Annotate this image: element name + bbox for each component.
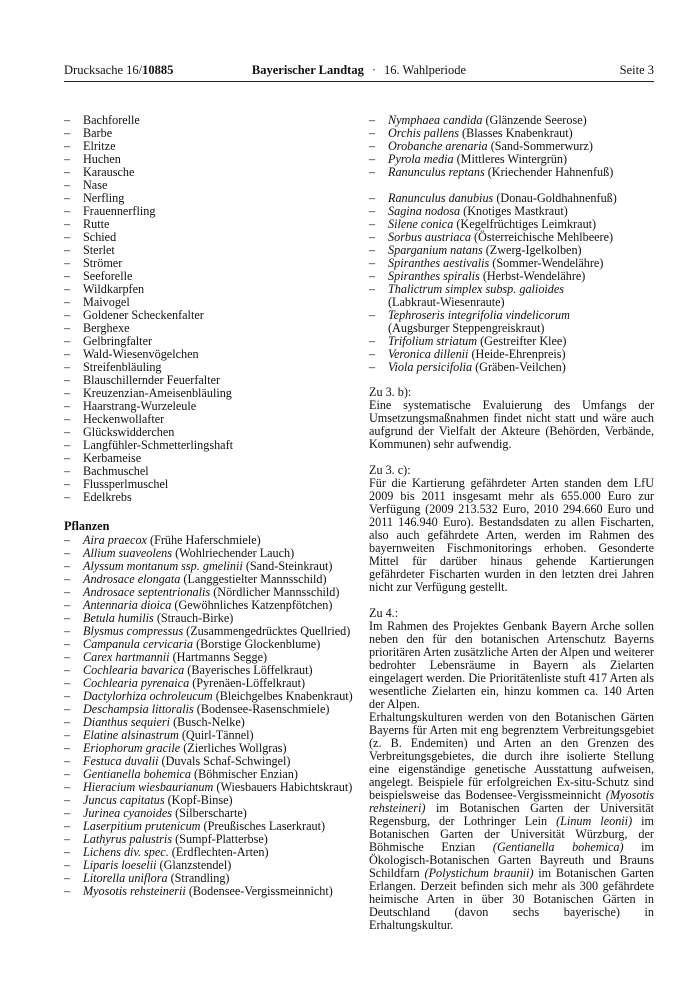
species-common-name: (Kegelfrüchtiges Leimkraut) xyxy=(456,217,597,231)
species-latin-name: Ranunculus danubius xyxy=(388,191,494,205)
species-common-name: (Wiesbauers Habichtskraut) xyxy=(216,780,353,794)
plant-list-right-c xyxy=(369,335,654,374)
species-latin-name: Carex hartmannii xyxy=(83,650,170,664)
list-item: – Strömer xyxy=(64,257,354,270)
species-latin-name: Silene conica xyxy=(388,217,454,231)
list-item xyxy=(369,283,654,309)
list-item xyxy=(369,166,654,179)
list-item: – Kerbameise xyxy=(64,452,354,465)
species-common-name: (Duvals Schaf-Schwingel) xyxy=(161,754,291,768)
species-latin-name: Lichens div. spec. xyxy=(83,845,169,859)
species-latin-name: Aira praecox xyxy=(83,533,147,547)
list-item: – Seeforelle xyxy=(64,270,354,283)
species-latin-name: Tephroseris integrifolia vindelicorum xyxy=(388,308,570,322)
species-common-name: (Silberscharte) xyxy=(175,806,247,820)
species-common-name: (Quirl-Tännel) xyxy=(181,728,254,742)
species-latin-name: Androsace septentrionalis xyxy=(83,585,211,599)
section-4-heading: Zu 4.: xyxy=(369,606,399,620)
species-latin-name: Campanula cervicaria xyxy=(83,637,194,651)
list-item: – Nerfling xyxy=(64,192,354,205)
species-common-name: (Glänzende Seerose) xyxy=(485,113,587,127)
s4-text-e: im Botanischen Garten Erlangen. Derzeit befinden sich mehr als 300 gefährdete heimische Arten in über 30 Botanischen Gärten in Deutschland (davon sechs bayerische) in Erhaltungskultur. xyxy=(369,866,654,932)
species-latin-name: Orobanche arenaria xyxy=(388,139,488,153)
document-number-value: 10885 xyxy=(142,63,174,77)
species-common-name: (Kopf-Binse) xyxy=(167,793,233,807)
species-latin-name: Antennaria dioica xyxy=(83,598,172,612)
list-item: – Haarstrang-Wurzeleule xyxy=(64,400,354,413)
species-latin-name: Nymphaea candida xyxy=(388,113,483,127)
species-latin-name: Eriophorum gracile xyxy=(83,741,181,755)
species-common-name: (Borstige Glockenblume) xyxy=(196,637,321,651)
document-prefix: Drucksache 16/ xyxy=(64,63,143,77)
species-latin-name: Sparganium natans xyxy=(388,243,483,257)
species-common-name: (Gräben-Veilchen) xyxy=(475,360,566,374)
species-common-name: (Sand-Sommerwurz) xyxy=(490,139,593,153)
species-common-name: (Wohlriechender Lauch) xyxy=(175,546,295,560)
species-common-name: (Augsburger Steppengreiskraut) xyxy=(388,321,545,335)
list-item: – Streifenbläuling xyxy=(64,361,354,374)
species-common-name: (Hartmanns Segge) xyxy=(172,650,268,664)
species-latin-name: Sagina nodosa xyxy=(388,204,461,218)
species-common-name: (Zierliches Wollgras) xyxy=(183,741,287,755)
species-common-name: (Kriechender Hahnenfuß) xyxy=(487,165,614,179)
species-latin-name: Blysmus compressus xyxy=(83,624,184,638)
species-latin-name: Lathyrus palustris xyxy=(83,832,173,846)
species-common-name: (Erdflechten-Arten) xyxy=(171,845,269,859)
species-latin-name: Pyrola media xyxy=(388,152,454,166)
plant-list-right-b xyxy=(369,192,654,283)
species-common-name: (Strauch-Birke) xyxy=(156,611,234,625)
species-common-name: (Böhmischer Enzian) xyxy=(194,767,298,781)
list-item: – Bachforelle xyxy=(64,114,354,127)
list-item: – Barbe xyxy=(64,127,354,140)
species-common-name: (Sumpf-Platterbse) xyxy=(175,832,268,846)
species-latin-name: Allium suaveolens xyxy=(83,546,173,560)
s4-species-4: (Polystichum braunii) xyxy=(424,866,534,880)
list-item: – Elritze xyxy=(64,140,354,153)
s4-species-3: (Gentianella bohemica) xyxy=(492,840,624,854)
species-common-name: (Gestreifter Klee) xyxy=(480,334,567,348)
s4-text-b: im Botanischen Garten der Universität Regensburg, der Lothringer Lein xyxy=(369,801,654,828)
species-latin-name: Cochlearia pyrenaica xyxy=(83,676,190,690)
species-common-name: (Strandling) xyxy=(170,871,230,885)
species-latin-name: Juncus capitatus xyxy=(83,793,165,807)
left-column xyxy=(64,114,354,898)
section-3b-heading: Zu 3. b): xyxy=(369,385,412,399)
s4-species-1: (Myosotis rehsteineri) xyxy=(369,788,654,815)
species-latin-name: Dianthus sequieri xyxy=(83,715,171,729)
species-latin-name: Alyssum montanum ssp. gmelinii xyxy=(83,559,243,573)
list-item xyxy=(64,885,354,898)
section-3b-text: Eine systematische Evaluierung des Umfangs der Umsetzungsmaßnahmen findet nicht statt und wäre auch aufgrund der Vielfalt der Akteure (Behörden, Verbände, Kommunen) sehr aufwendig. xyxy=(369,398,654,451)
species-common-name: (Pyrenäen-Löffelkraut) xyxy=(192,676,306,690)
species-common-name: (Gewöhnliches Katzenpfötchen) xyxy=(174,598,333,612)
s4-text-d: im Ökologisch-Botanischen Garten Bayreuth und Brauns Schildfarn xyxy=(369,840,655,880)
species-latin-name: Betula humilis xyxy=(83,611,154,625)
section-3c-heading: Zu 3. c): xyxy=(369,463,411,477)
list-item: – Goldener Scheckenfalter xyxy=(64,309,354,322)
species-common-name: (Zusammengedrücktes Quellried) xyxy=(186,624,351,638)
list-item: – Bachmuschel xyxy=(64,465,354,478)
parliament-name: Bayerischer Landtag xyxy=(251,63,364,77)
species-latin-name: Gentianella bohemica xyxy=(83,767,191,781)
s4-text-c: im Botanischen Garten der Universität Würzburg, der Böhmische Enzian xyxy=(369,814,655,854)
section-4-paragraph-2 xyxy=(369,711,654,932)
page-number: Seite 3 xyxy=(619,63,654,77)
species-common-name: (Herbst-Wendelähre) xyxy=(482,269,586,283)
species-latin-name: Elatine alsinastrum xyxy=(83,728,179,742)
species-latin-name: Veronica dillenii xyxy=(388,347,469,361)
species-common-name: (Bayerisches Löffelkraut) xyxy=(187,663,313,677)
s4-species-2: (Linum leonii) xyxy=(556,814,633,828)
species-common-name: (Glanzstendel) xyxy=(159,858,232,872)
list-item: – Glückswidderchen xyxy=(64,426,354,439)
species-latin-name: Ranunculus reptans xyxy=(388,165,485,179)
species-latin-name: Festuca duvalii xyxy=(83,754,159,768)
species-latin-name: Spiranthes spiralis xyxy=(388,269,480,283)
plant-list-right-two-line xyxy=(369,283,654,335)
list-item xyxy=(369,309,654,335)
species-latin-name: Trifolium striatum xyxy=(388,334,478,348)
list-item: – Nase xyxy=(64,179,354,192)
species-latin-name: Dactylorhiza ochroleucum xyxy=(83,689,213,703)
header-rule xyxy=(64,81,654,82)
section-3c-text: Für die Kartierung gefährdeter Arten standen dem LfU 2009 bis 2011 insgesamt mehr als 655.000 Euro zur Verfügung (2009 213.532 Euro, 2010 294.660 Euro und 2011 146.940 Euro). Bestandsdaten zu allen Fischarten, also auch gefährdete Arten, werden im Rahmen des bayernweiten Fischmonitorings erhoben. Gesonderte Mittel für darüber hinaus gehende Kartierungen gefährdeter Fischarten wurden in den letzten drei Jahren nicht zur Verfügung gestellt. xyxy=(369,476,654,594)
species-common-name: (Labkraut-Wiesenraute) xyxy=(388,295,505,309)
plant-list-right-a xyxy=(369,114,654,179)
species-latin-name: Litorella uniflora xyxy=(83,871,168,885)
page-header xyxy=(64,64,654,80)
species-common-name: (Frühe Haferschmiele) xyxy=(150,533,261,547)
plants-heading: Pflanzen xyxy=(64,519,110,533)
list-item: – Sterlet xyxy=(64,244,354,257)
header-separator: · xyxy=(371,63,376,77)
species-common-name: (Heide-Ehrenpreis) xyxy=(471,347,566,361)
list-item: – Rutte xyxy=(64,218,354,231)
species-latin-name: Thalictrum simplex subsp. galioides xyxy=(388,282,565,296)
right-column xyxy=(369,114,654,932)
species-common-name: (Mittleres Wintergrün) xyxy=(456,152,568,166)
species-latin-name: Deschampsia littoralis xyxy=(83,702,194,716)
list-item: – Kreuzenzian-Ameisenbläuling xyxy=(64,387,354,400)
species-common-name: (Bleichgelbes Knabenkraut) xyxy=(215,689,353,703)
list-item: – Heckenwollafter xyxy=(64,413,354,426)
species-common-name: (Zwerg-Igelkolben) xyxy=(485,243,582,257)
list-item: – Blauschillernder Feuerfalter xyxy=(64,374,354,387)
species-common-name: (Preußisches Laserkraut) xyxy=(203,819,326,833)
species-latin-name: Myosotis rehsteinerii xyxy=(83,884,186,898)
list-item: – Schied xyxy=(64,231,354,244)
species-common-name: (Bodensee-Rasenschmiele) xyxy=(196,702,330,716)
species-latin-name: Sorbus austriaca xyxy=(388,230,471,244)
species-latin-name: Androsace elongata xyxy=(83,572,181,586)
species-common-name: (Donau-Goldhahnenfuß) xyxy=(496,191,617,205)
species-common-name: (Österreichische Mehlbeere) xyxy=(474,230,614,244)
species-latin-name: Laserpitium prutenicum xyxy=(83,819,201,833)
list-item: – Maivogel xyxy=(64,296,354,309)
species-common-name: (Sommer-Wendelähre) xyxy=(492,256,604,270)
species-latin-name: Jurinea cyanoides xyxy=(83,806,173,820)
header-title xyxy=(64,64,654,77)
list-item: – Berghexe xyxy=(64,322,354,335)
list-item: – Langfühler-Schmetterlingshaft xyxy=(64,439,354,452)
species-common-name: (Busch-Nelke) xyxy=(173,715,245,729)
list-item: – Edelkrebs xyxy=(64,491,354,504)
list-item: – Wald-Wiesenvögelchen xyxy=(64,348,354,361)
list-item: – Frauennerfling xyxy=(64,205,354,218)
list-item: – Wildkarpfen xyxy=(64,283,354,296)
species-latin-name: Orchis pallens xyxy=(388,126,459,140)
species-latin-name: Liparis loeselii xyxy=(83,858,157,872)
legislative-period: 16. Wahlperiode xyxy=(384,63,467,77)
species-common-name: (Langgestielter Mannsschild) xyxy=(183,572,327,586)
species-common-name: (Nördlicher Mannsschild) xyxy=(213,585,340,599)
s4-text-a: Erhaltungskulturen werden von den Botanischen Gärten Bayerns für Arten mit eng begrenztem Verbreitungsgebiet (z. B. Endemiten) und Arten an den Grenzen des Verbreitungsgebietes, die durch ihre isolierte Stellung eine eigenständige genetische Ausstattung aufweisen, angelegt. Beispiele für erfolgreichen Ex-situ-Schutz sind beispielsweise das Bodensee-Vergissmeinnicht xyxy=(369,710,654,802)
plant-list-left xyxy=(64,534,354,898)
species-latin-name: Hieracium wiesbaurianum xyxy=(83,780,214,794)
species-common-name: (Knotiges Mastkraut) xyxy=(463,204,568,218)
species-latin-name: Spiranthes aestivalis xyxy=(388,256,490,270)
list-item: – Huchen xyxy=(64,153,354,166)
species-latin-name: Viola persicifolia xyxy=(388,360,473,374)
species-common-name: (Sand-Steinkraut) xyxy=(245,559,333,573)
list-item: – Karausche xyxy=(64,166,354,179)
species-common-name: (Blasses Knabenkraut) xyxy=(462,126,573,140)
section-4-paragraph-1: Im Rahmen des Projektes Genbank Bayern Arche sollen neben den für den botanischen Artenschutz Bayerns prioritären Arten zusätzliche Arten der Alpen und weiterer bedrohter Lebensräume in Bayern als Zielarten eingelagert werden. Die Prioritätenliste stuft 417 Arten als wesentliche Zielarten ein, hinzu kommen ca. 140 Arten der Alpen. xyxy=(369,619,654,711)
list-item: – Gelbringfalter xyxy=(64,335,354,348)
list-item: – Flussperlmuschel xyxy=(64,478,354,491)
fauna-list xyxy=(64,114,354,504)
species-common-name: (Bodensee-Vergissmeinnicht) xyxy=(188,884,333,898)
species-latin-name: Cochlearia bavarica xyxy=(83,663,185,677)
list-item xyxy=(369,361,654,374)
